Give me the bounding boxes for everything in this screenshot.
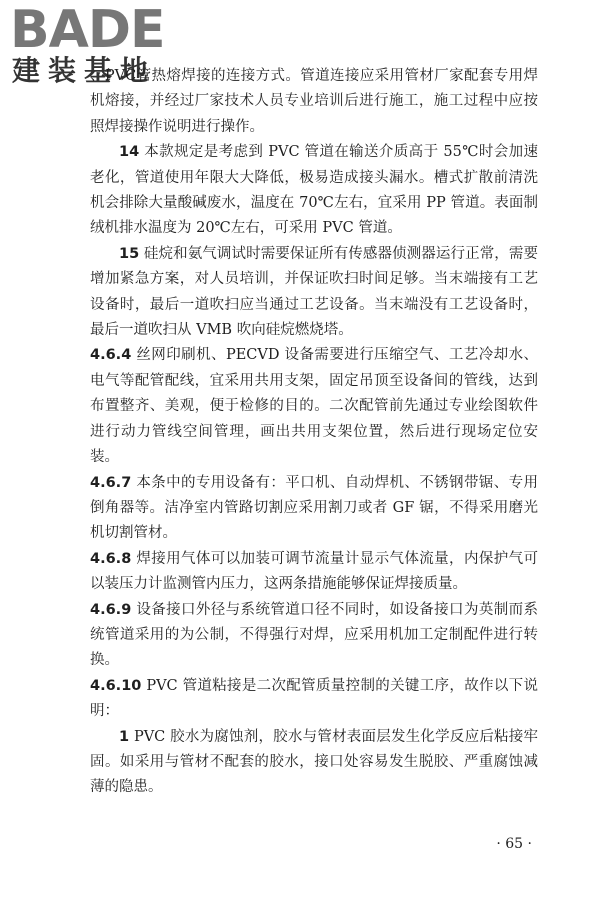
paragraph-text: 丝网印刷机、PECVD 设备需要进行压缩空气、工艺冷却水、电气等配管配线，宜采用共用支架，固定吊顶至设备间的管线，达到布置整齐、美观，便于检修的目的。二次配管前先通过专业绘图软件进行动力管线空间管理，画出共用支架位置，然后进行现场定位安装。 (90, 347, 539, 466)
item-number: 14 (119, 144, 140, 161)
paragraph-clause-4-6-10 (90, 674, 538, 725)
paragraph-text: 本款规定是考虑到 PVC 管道在输送介质高于 55℃时会加速老化，管道使用年限大大降低，极易造成接头漏水。槽式扩散前清洗机会排除大量酸碱废水，温度在 70℃左右，宜采用 PP 管道。表面制绒机排水温度为 20℃左右，可采用 PVC 管道。 (90, 144, 539, 237)
paragraph-text: 焊接用气体可以加装可调节流量计显示气体流量，内保护气可以装压力计监测管内压力，这两条措施能够保证焊接质量。 (90, 550, 539, 593)
paragraph-clause-4-6-8 (90, 547, 538, 598)
page-number: · 65 · (496, 836, 532, 852)
paragraph-item-15 (90, 242, 538, 344)
paragraph-continuation (90, 64, 538, 140)
clause-number: 4.6.9 (90, 601, 132, 618)
paragraph-text: PVC 管道粘接是二次配管质量控制的关键工序，故作以下说明： (90, 677, 538, 720)
paragraph-clause-4-6-4 (90, 343, 538, 470)
clause-number: 4.6.7 (90, 474, 132, 491)
paragraph-item-14 (90, 140, 538, 242)
paragraph-item-1 (90, 725, 538, 801)
clause-number: 4.6.4 (90, 347, 132, 364)
paragraph-text: 设备接口外径与系统管道口径不同时，如设备接口为英制而系统管道采用的为公制，不得强行对焊，应采用机加工定制配件进行转换。 (90, 601, 539, 669)
paragraph-text: 硅烷和氨气调试时需要保证所有传感器侦测器运行正常，需要增加紧急方案，对人员培训，并保证吹扫时间足够。当末端接有工艺设备时，最后一道吹扫应当通过工艺设备。当末端没有工艺设备时，最后一道吹扫从 VMB 吹向硅烷燃烧塔。 (90, 245, 539, 339)
paragraph-text: 、PVC管热熔焊接的连接方式。管道连接应采用管材厂家配套专用焊机熔接，并经过厂家技术人员专业培训后进行施工，施工过程中应按照焊接操作说明进行操作。 (90, 68, 538, 135)
item-number: 15 (119, 245, 140, 262)
paragraph-clause-4-6-7 (90, 471, 538, 547)
paragraph-clause-4-6-9 (90, 598, 538, 674)
logo-subtitle: 建装基地 (12, 54, 157, 87)
clause-number: 4.6.10 (90, 677, 142, 694)
document-body (90, 64, 538, 801)
logo-wordmark: BADE (10, 0, 165, 60)
paragraph-text: 本条中的专用设备有：平口机、自动焊机、不锈钢带锯、专用倒角器等。洁净室内管路切割应采用割刀或者 GF 锯，不得采用磨光机切割管材。 (90, 474, 539, 542)
clause-number: 4.6.8 (90, 550, 132, 567)
paragraph-text: PVC 胶水为腐蚀剂，胶水与管材表面层发生化学反应后粘接牢固。如采用与管材不配套的胶水，接口处容易发生脱胶、严重腐蚀减薄的隐患。 (90, 728, 539, 796)
item-number: 1 (119, 728, 130, 745)
